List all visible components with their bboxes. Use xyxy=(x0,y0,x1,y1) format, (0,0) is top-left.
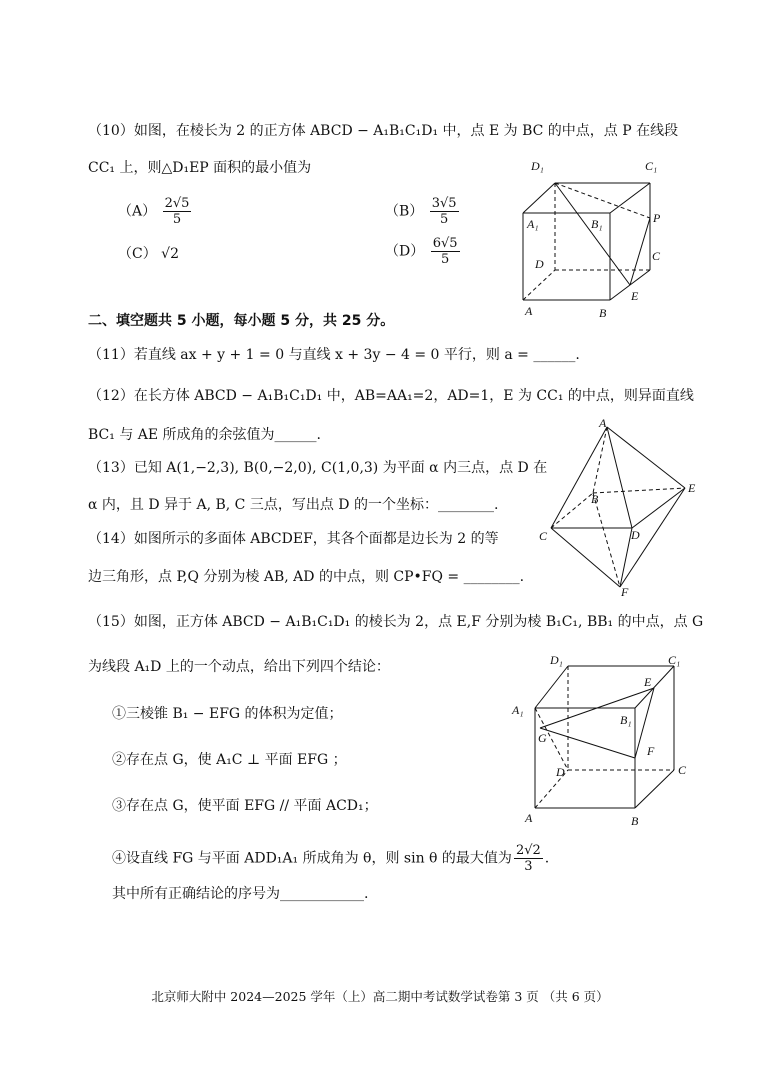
conclusion-4-end: . xyxy=(544,850,550,867)
q15-conclusion-1: ①三棱锥 B₁ − EFG 的体积为定值； xyxy=(112,706,343,722)
q13-line2: α 内，且 D 异于 A, B, C 三点，写出点 D 的一个坐标：________. xyxy=(88,497,499,513)
q15-conclusion-4 xyxy=(112,843,549,874)
label-A: A xyxy=(525,304,533,318)
label-B: B xyxy=(631,814,639,828)
label-E: E xyxy=(644,675,652,689)
q10-line2: CC₁ 上，则△D₁EP 面积的最小值为 xyxy=(88,160,312,176)
option-b-label: （B） xyxy=(385,203,424,220)
label-A: A xyxy=(599,416,607,430)
q15-conclusion-2: ②存在点 G，使 A₁C ⊥ 平面 EFG ； xyxy=(112,752,347,768)
label-D: D xyxy=(556,765,565,779)
option-c-label: （C） xyxy=(118,246,157,262)
label-A1: A₁ xyxy=(512,703,524,717)
label-E: E xyxy=(688,481,696,495)
page-footer: 北京师大附中 2024—2025 学年（上）高二期中考试数学试卷第 3 页 （共 6 页） xyxy=(151,989,609,1004)
q15-line1: （15）如图，正方体 ABCD − A₁B₁C₁D₁ 的棱长为 2，点 E,F 分别为棱 B₁C₁, BB₁ 的中点，点 G xyxy=(88,614,704,630)
label-F: F xyxy=(621,585,629,599)
q10-line1: （10）如图，在棱长为 2 的正方体 ABCD − A₁B₁C₁D₁ 中，点 E 为 BC 的中点，点 P 在线段 xyxy=(88,123,679,139)
q12-line1: （12）在长方体 ABCD − A₁B₁C₁D₁ 中，AB=AA₁=2，AD=1，E 为 CC₁ 的中点，则异面直线 xyxy=(88,388,694,404)
label-F: F xyxy=(647,744,655,758)
q14-octahedron-figure xyxy=(535,415,710,600)
label-B1: B₁ xyxy=(591,217,603,231)
q12-line2: BC₁ 与 AE 所成角的余弦值为______. xyxy=(88,427,322,443)
label-C: C xyxy=(652,249,661,263)
label-D: D xyxy=(631,528,640,542)
option-d-label: （D） xyxy=(385,243,425,260)
q15-line2: 为线段 A₁D 上的一个动点，给出下列四个结论： xyxy=(88,659,390,675)
label-B: B xyxy=(599,306,607,320)
q10-cube-figure xyxy=(515,150,675,325)
q14-line2: 边三角形，点 P,Q 分别为棱 AB, AD 的中点，则 CP•FQ = ________. xyxy=(88,569,525,585)
label-C: C xyxy=(678,763,687,777)
label-E: E xyxy=(631,289,639,303)
q10-option-b xyxy=(385,196,461,227)
label-C: C xyxy=(539,529,548,543)
q11-text: （11）若直线 ax + y + 1 = 0 与直线 x + 3y − 4 = 0 平行，则 a = ______. xyxy=(88,347,580,363)
option-b-fraction: $\frac{3√5}{5}$ xyxy=(431,196,457,227)
q15-cube-figure xyxy=(508,650,698,830)
label-D1: D₁ xyxy=(550,653,563,667)
label-D: D xyxy=(535,257,544,271)
label-P: P xyxy=(653,211,661,225)
option-a-label: （A） xyxy=(118,203,157,220)
q13-line1: （13）已知 A(1,−2,3), B(0,−2,0), C(1,0,3) 为平面 α 内三点，点 D 在 xyxy=(88,460,548,476)
q10-option-d xyxy=(385,236,462,267)
q15-conclusion-3: ③存在点 G，使平面 EFG // 平面 ACD₁； xyxy=(112,798,378,814)
q10-option-c xyxy=(118,244,179,264)
conclusion-4-fraction: $\frac{2√2}{3}$ xyxy=(515,843,541,874)
label-C1: C₁ xyxy=(668,653,681,667)
label-A1: A₁ xyxy=(527,217,539,231)
q15-summary: 其中所有正确结论的序号为____________. xyxy=(112,886,369,902)
conclusion-4-text: ④设直线 FG 与平面 ADD₁A₁ 所成角为 θ，则 sin θ 的最大值为 xyxy=(112,850,512,867)
q15-figure-labels xyxy=(511,653,687,828)
label-C1: C₁ xyxy=(645,159,658,173)
label-B1: B₁ xyxy=(620,713,632,727)
label-D1: D₁ xyxy=(531,159,544,173)
q10-option-a xyxy=(118,196,193,227)
option-d-fraction: $\frac{6√5}{5}$ xyxy=(432,236,458,267)
option-a-fraction: $\frac{2√5}{5}$ xyxy=(164,196,190,227)
section-2-title: 二、填空题共 5 小题，每小题 5 分，共 25 分。 xyxy=(88,313,395,329)
q14-line1: （14）如图所示的多面体 ABCDEF，其各个面都是边长为 2 的等 xyxy=(88,531,499,547)
label-B: B xyxy=(591,492,599,506)
option-c-value: √2 xyxy=(161,246,179,262)
label-A: A xyxy=(525,811,533,825)
label-G: G xyxy=(538,731,547,745)
